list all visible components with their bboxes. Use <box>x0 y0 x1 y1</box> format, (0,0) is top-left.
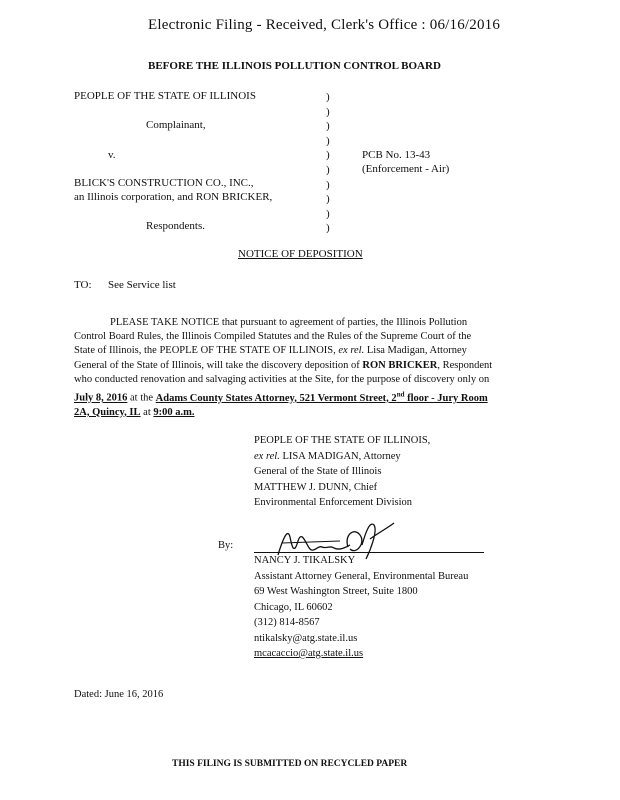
notice-body <box>74 316 492 420</box>
defendant-role: Respondents. <box>146 220 205 232</box>
body-text: General of the State of Illinois, will take the discovery deposition of <box>74 359 363 371</box>
sig-exrel-line <box>254 449 430 465</box>
body-line-2: Control Board Rules, the Illinois Compiled Statutes and the Rules of the Supreme Court of the <box>74 331 472 343</box>
body-line-7 <box>74 406 492 420</box>
notice-title: NOTICE OF DEPOSITION <box>238 248 363 260</box>
dated: Dated: June 16, 2016 <box>74 689 164 700</box>
paren: ) <box>326 222 330 235</box>
ex-rel: ex rel. <box>338 345 365 357</box>
by-label: By: <box>218 540 234 551</box>
deposition-place <box>155 390 488 404</box>
sig-chief: MATTHEW J. DUNN, Chief <box>254 481 378 493</box>
place-text: floor - Jury Room <box>404 392 488 404</box>
body-line-3 <box>74 344 492 358</box>
paren: ) <box>326 134 330 147</box>
paren: ) <box>326 91 330 103</box>
to-value: See Service list <box>108 279 176 291</box>
plaintiff-name: PEOPLE OF THE STATE OF ILLINOIS <box>74 90 256 102</box>
paren: ) <box>326 120 330 133</box>
body-text: at <box>140 406 154 418</box>
body-text: , Respondent <box>437 359 493 371</box>
address-line-2: Chicago, IL 60602 <box>254 601 333 613</box>
case-number: PCB No. 13-43 <box>362 149 431 161</box>
place-text: Adams County States Attorney, 521 Vermont Street, 2 <box>155 392 397 404</box>
paren: ) <box>326 149 330 162</box>
sig-division: Environmental Enforcement Division <box>254 497 413 508</box>
sig-text: LISA MADIGAN, Attorney <box>279 450 401 462</box>
email-2[interactable]: mcacaccio@atg.state.il.us <box>254 648 364 659</box>
paren: ) <box>326 178 330 191</box>
ex-rel: ex rel. <box>254 450 280 462</box>
footer-note: THIS FILING IS SUBMITTED ON RECYCLED PAPER <box>172 759 408 769</box>
email-1[interactable]: ntikalsky@atg.state.il.us <box>254 632 358 644</box>
signatory-details <box>254 553 468 662</box>
defendant-line-1: BLICK'S CONSTRUCTION CO., INC., <box>74 177 254 189</box>
to-label: TO: <box>74 279 92 291</box>
body-text: State of Illinois, the PEOPLE OF THE STATE OF ILLINOIS, <box>74 345 339 357</box>
body-text: at the <box>127 392 156 404</box>
signature-block-header <box>254 433 430 511</box>
address-line-1: 69 West Washington Street, Suite 1800 <box>254 586 418 597</box>
paren: ) <box>326 163 330 176</box>
signatory-name: NANCY J. TIKALSKY <box>254 555 356 566</box>
deposition-place-cont: 2A, Quincy, IL <box>74 406 141 418</box>
ordinal-suffix: nd <box>396 390 405 399</box>
paren: ) <box>326 193 330 206</box>
defendant-line-2: an Illinois corporation, and RON BRICKER, <box>74 191 273 203</box>
body-line-4 <box>74 359 492 373</box>
body-text: Lisa Madigan, Attorney <box>364 345 467 357</box>
paren: ) <box>326 105 330 118</box>
deponent-name: RON BRICKER <box>362 359 438 371</box>
case-type: (Enforcement - Air) <box>362 163 450 175</box>
caption-parentheses <box>326 90 336 236</box>
deposition-time: 9:00 a.m. <box>153 406 195 418</box>
body-line-1: PLEASE TAKE NOTICE that pursuant to agreement of parties, the Illinois Pollution <box>110 317 468 328</box>
body-line-6 <box>74 387 492 406</box>
paren: ) <box>326 207 330 220</box>
versus-label: v. <box>108 149 116 161</box>
phone: (312) 814-8567 <box>254 617 320 628</box>
body-line-5: who conducted renovation and salvaging activities at the Site, for the purpose of discovery only on <box>74 373 490 385</box>
sig-party: PEOPLE OF THE STATE OF ILLINOIS, <box>254 435 431 446</box>
document-title: BEFORE THE ILLINOIS POLLUTION CONTROL BOARD <box>148 60 441 72</box>
sig-ag-title: General of the State of Illinois <box>254 466 382 477</box>
deposition-date: July 8, 2016 <box>74 392 128 404</box>
filing-stamp: Electronic Filing - Received, Clerk's Office : 06/16/2016 <box>148 17 501 33</box>
signatory-title: Assistant Attorney General, Environmental Bureau <box>254 570 469 582</box>
plaintiff-role: Complainant, <box>146 119 206 131</box>
